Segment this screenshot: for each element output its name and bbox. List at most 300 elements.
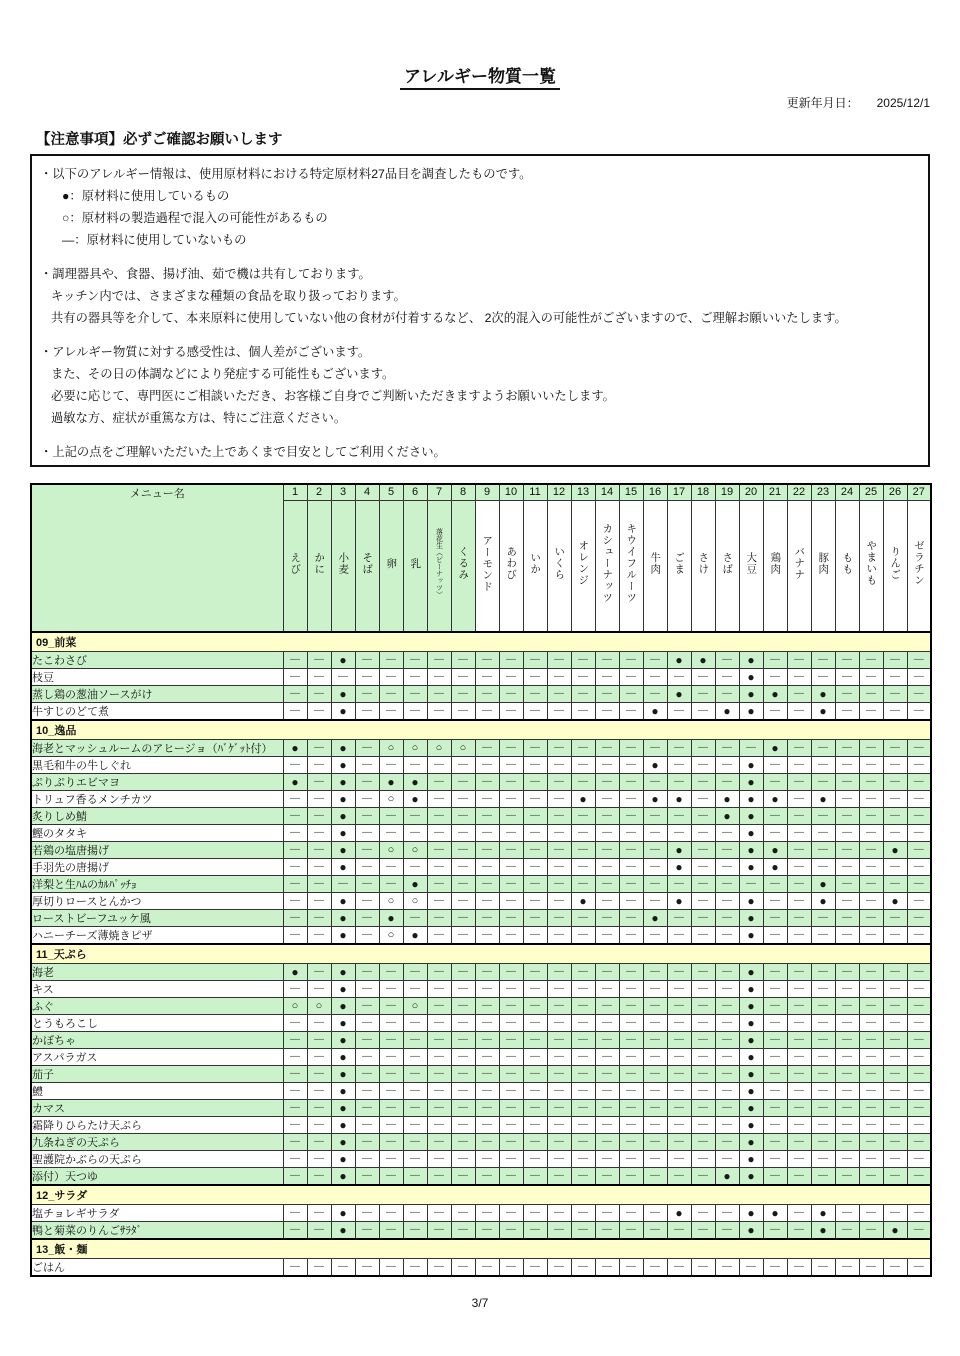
mark-cell: — (787, 686, 811, 703)
menu-item-cell: 枝豆 (31, 669, 283, 686)
mark-cell: — (643, 808, 667, 825)
mark-cell: — (571, 1083, 595, 1100)
mark-cell: — (619, 1151, 643, 1168)
mark-cell: — (451, 1117, 475, 1134)
mark-cell: — (883, 1100, 907, 1117)
mark-cell: — (547, 893, 571, 910)
mark-cell: — (811, 1168, 835, 1186)
mark-cell: — (571, 1205, 595, 1222)
mark-cell: ● (331, 910, 355, 927)
mark-cell: ● (739, 1032, 763, 1049)
mark-cell: — (307, 1134, 331, 1151)
mark-cell: — (715, 876, 739, 893)
mark-cell: — (355, 825, 379, 842)
section-header-row (31, 944, 931, 964)
mark-cell: ● (403, 876, 427, 893)
mark-cell: — (595, 808, 619, 825)
menu-row (31, 876, 931, 893)
mark-cell: — (595, 791, 619, 808)
mark-cell: — (739, 1259, 763, 1277)
mark-cell: — (835, 1015, 859, 1032)
mark-cell: ● (763, 1205, 787, 1222)
mark-cell: — (667, 669, 691, 686)
mark-cell: — (811, 1049, 835, 1066)
mark-cell: ○ (307, 998, 331, 1015)
mark-cell: — (811, 1151, 835, 1168)
mark-cell: — (523, 1222, 547, 1240)
mark-cell: — (643, 740, 667, 757)
menu-item-cell: ぷりぷりエビマヨ (31, 774, 283, 791)
mark-cell: — (571, 1259, 595, 1277)
mark-cell: — (379, 1049, 403, 1066)
mark-cell: — (883, 1066, 907, 1083)
mark-cell: ● (331, 859, 355, 876)
mark-cell: — (451, 893, 475, 910)
mark-cell: — (715, 686, 739, 703)
mark-cell: — (283, 1168, 307, 1186)
menu-row (31, 1134, 931, 1151)
mark-cell: — (427, 1100, 451, 1117)
mark-cell: — (643, 842, 667, 859)
mark-cell: — (283, 1117, 307, 1134)
mark-cell: — (907, 1117, 931, 1134)
menu-item-cell: 牛すじのどて煮 (31, 703, 283, 721)
mark-cell: — (307, 1205, 331, 1222)
mark-cell: — (355, 998, 379, 1015)
mark-cell: — (499, 740, 523, 757)
mark-cell: — (499, 893, 523, 910)
mark-cell: — (715, 1151, 739, 1168)
mark-cell: — (499, 1205, 523, 1222)
mark-cell: — (763, 1222, 787, 1240)
mark-cell: ● (331, 1015, 355, 1032)
mark-cell: — (835, 1066, 859, 1083)
mark-cell: — (523, 1151, 547, 1168)
mark-cell: — (859, 652, 883, 669)
mark-cell: ● (739, 825, 763, 842)
column-number-cell: 15 (619, 484, 643, 500)
menu-row (31, 652, 931, 669)
mark-cell: — (571, 686, 595, 703)
mark-cell: — (835, 808, 859, 825)
mark-cell: — (835, 825, 859, 842)
mark-cell: — (355, 703, 379, 721)
mark-cell: — (283, 1032, 307, 1049)
mark-cell: — (787, 1066, 811, 1083)
menu-row (31, 1259, 931, 1277)
mark-cell: — (379, 1259, 403, 1277)
mark-cell: — (907, 703, 931, 721)
menu-row (31, 1222, 931, 1240)
mark-cell: — (619, 757, 643, 774)
mark-cell: — (691, 703, 715, 721)
mark-cell: — (499, 1222, 523, 1240)
mark-cell: — (571, 1015, 595, 1032)
mark-cell: — (547, 859, 571, 876)
mark-cell: — (475, 1083, 499, 1100)
mark-cell: — (307, 1049, 331, 1066)
mark-cell: ● (331, 927, 355, 945)
mark-cell: — (499, 808, 523, 825)
updated-date-value: 2025/12/1 (876, 96, 930, 110)
menu-row (31, 842, 931, 859)
allergen-name-label: カシューナッツ (601, 523, 614, 604)
mark-cell: — (811, 669, 835, 686)
allergen-table (30, 483, 932, 1277)
mark-cell: — (811, 964, 835, 981)
mark-cell: — (787, 703, 811, 721)
updated-date (787, 94, 930, 111)
mark-cell: — (427, 808, 451, 825)
mark-cell: — (595, 893, 619, 910)
mark-cell: — (547, 686, 571, 703)
mark-cell: — (691, 1117, 715, 1134)
mark-cell: ● (643, 703, 667, 721)
mark-cell: — (595, 825, 619, 842)
mark-cell: — (811, 1100, 835, 1117)
mark-cell: — (499, 1117, 523, 1134)
mark-cell: — (355, 1168, 379, 1186)
mark-cell: — (667, 1117, 691, 1134)
mark-cell: ● (331, 791, 355, 808)
mark-cell: — (619, 1032, 643, 1049)
mark-cell: — (883, 1032, 907, 1049)
section-header-cell: 10_逸品 (31, 720, 931, 740)
mark-cell: — (715, 1134, 739, 1151)
allergen-name-cell (379, 500, 403, 632)
mark-cell: — (307, 1032, 331, 1049)
mark-cell: — (667, 825, 691, 842)
mark-cell: ● (739, 1205, 763, 1222)
mark-cell: — (499, 791, 523, 808)
mark-cell: — (355, 686, 379, 703)
mark-cell: — (835, 1083, 859, 1100)
mark-cell: — (475, 1066, 499, 1083)
mark-cell: — (811, 774, 835, 791)
mark-cell: ● (283, 740, 307, 757)
mark-cell: — (691, 1259, 715, 1277)
allergen-name-label: ゼラチン (913, 540, 925, 587)
mark-cell: — (379, 1168, 403, 1186)
mark-cell: — (907, 791, 931, 808)
mark-cell: — (571, 825, 595, 842)
mark-cell: — (907, 893, 931, 910)
mark-cell: — (859, 1134, 883, 1151)
allergen-name-cell (643, 500, 667, 632)
mark-cell: ● (739, 981, 763, 998)
mark-cell: — (283, 1100, 307, 1117)
mark-cell: — (523, 1015, 547, 1032)
mark-cell: — (307, 791, 331, 808)
mark-cell: — (547, 1134, 571, 1151)
mark-cell: ● (331, 1049, 355, 1066)
notice-line: 共有の器具等を介して、本来原料に使用していない他の食材が付着するなど、 2次的混入の可能性がございますので、ご理解お願いいたします。 (51, 311, 847, 325)
mark-cell: — (283, 791, 307, 808)
mark-cell: — (787, 1117, 811, 1134)
menu-row (31, 1015, 931, 1032)
mark-cell: — (907, 1066, 931, 1083)
mark-cell: — (355, 740, 379, 757)
mark-cell: — (475, 740, 499, 757)
allergen-name-cell (331, 500, 355, 632)
mark-cell: — (427, 669, 451, 686)
mark-cell: ● (739, 1151, 763, 1168)
mark-cell: — (787, 964, 811, 981)
legend-used-line: ●：原材料に使用しているもの (62, 189, 230, 203)
mark-cell: — (499, 1168, 523, 1186)
column-number-cell: 2 (307, 484, 331, 500)
mark-cell: — (571, 669, 595, 686)
mark-cell: — (619, 998, 643, 1015)
mark-cell: — (307, 686, 331, 703)
mark-cell: — (571, 1222, 595, 1240)
mark-cell: — (715, 1259, 739, 1277)
mark-cell: — (451, 964, 475, 981)
allergen-name-label: やまいも (865, 540, 878, 587)
mark-cell: — (907, 859, 931, 876)
mark-cell: — (523, 740, 547, 757)
mark-cell: — (523, 842, 547, 859)
mark-cell: — (499, 1151, 523, 1168)
mark-cell: — (619, 1100, 643, 1117)
mark-cell: — (619, 1222, 643, 1240)
mark-cell: — (811, 1259, 835, 1277)
mark-cell: — (859, 981, 883, 998)
mark-cell: — (715, 825, 739, 842)
legend-not-used-line: ―：原材料に使用していないもの (62, 233, 247, 247)
menu-row (31, 1066, 931, 1083)
mark-cell: — (667, 1151, 691, 1168)
mark-cell: — (523, 981, 547, 998)
mark-cell: — (715, 1205, 739, 1222)
allergen-name-cell (403, 500, 427, 632)
mark-cell: — (475, 703, 499, 721)
mark-cell: — (451, 927, 475, 945)
mark-cell: — (883, 686, 907, 703)
mark-cell: — (451, 1066, 475, 1083)
allergen-name-cell (595, 500, 619, 632)
menu-item-cell: かぼちゃ (31, 1032, 283, 1049)
mark-cell: — (571, 927, 595, 945)
mark-cell: — (523, 876, 547, 893)
mark-cell: — (451, 1049, 475, 1066)
mark-cell: — (667, 740, 691, 757)
mark-cell: — (811, 1015, 835, 1032)
mark-cell: — (859, 927, 883, 945)
mark-cell: — (859, 703, 883, 721)
mark-cell: — (859, 1259, 883, 1277)
mark-cell: — (427, 1222, 451, 1240)
mark-cell: — (619, 981, 643, 998)
mark-cell: — (763, 964, 787, 981)
mark-cell: — (763, 910, 787, 927)
mark-cell: — (355, 1032, 379, 1049)
mark-cell: — (835, 740, 859, 757)
mark-cell: — (619, 1083, 643, 1100)
mark-cell: — (523, 686, 547, 703)
menu-row (31, 1032, 931, 1049)
mark-cell: — (355, 652, 379, 669)
mark-cell: — (859, 998, 883, 1015)
mark-cell: — (427, 1083, 451, 1100)
mark-cell: — (355, 1083, 379, 1100)
mark-cell: — (787, 1083, 811, 1100)
menu-item-cell: 厚切りロースとんかつ (31, 893, 283, 910)
mark-cell: — (307, 774, 331, 791)
mark-cell: — (451, 808, 475, 825)
mark-cell: — (811, 981, 835, 998)
mark-cell: — (547, 981, 571, 998)
menu-row (31, 964, 931, 981)
mark-cell: — (499, 825, 523, 842)
mark-cell: — (667, 876, 691, 893)
mark-cell: ● (763, 842, 787, 859)
mark-cell: — (859, 910, 883, 927)
table-body (31, 632, 931, 1276)
mark-cell: — (595, 740, 619, 757)
mark-cell: — (283, 1066, 307, 1083)
mark-cell: — (427, 1032, 451, 1049)
mark-cell: — (763, 1083, 787, 1100)
mark-cell: — (283, 910, 307, 927)
mark-cell: — (763, 1259, 787, 1277)
mark-cell: ● (331, 998, 355, 1015)
mark-cell: — (907, 1100, 931, 1117)
mark-cell: — (547, 1066, 571, 1083)
mark-cell: — (859, 1222, 883, 1240)
mark-cell: — (475, 686, 499, 703)
mark-cell: — (835, 1100, 859, 1117)
mark-cell: — (307, 1151, 331, 1168)
mark-cell: — (379, 1083, 403, 1100)
mark-cell: — (379, 1066, 403, 1083)
mark-cell: — (787, 1134, 811, 1151)
mark-cell: ● (739, 1168, 763, 1186)
mark-cell: — (811, 859, 835, 876)
mark-cell: — (595, 774, 619, 791)
allergen-name-label: アーモンド (481, 534, 494, 592)
menu-item-cell: 蒸し鶏の葱油ソースがけ (31, 686, 283, 703)
mark-cell: — (571, 1066, 595, 1083)
mark-cell: — (595, 1083, 619, 1100)
mark-cell: — (331, 876, 355, 893)
mark-cell: — (667, 774, 691, 791)
mark-cell: — (307, 1222, 331, 1240)
mark-cell: — (787, 1100, 811, 1117)
mark-cell: — (859, 1066, 883, 1083)
mark-cell: — (595, 1259, 619, 1277)
column-number-cell: 19 (715, 484, 739, 500)
mark-cell: — (451, 1205, 475, 1222)
mark-cell: — (499, 998, 523, 1015)
mark-cell: — (811, 1134, 835, 1151)
mark-cell: — (523, 1134, 547, 1151)
mark-cell: — (787, 1259, 811, 1277)
mark-cell: — (403, 757, 427, 774)
mark-cell: — (499, 1049, 523, 1066)
mark-cell: — (763, 893, 787, 910)
mark-cell: — (499, 686, 523, 703)
mark-cell: ● (331, 825, 355, 842)
mark-cell: — (811, 1083, 835, 1100)
mark-cell: — (787, 1151, 811, 1168)
allergen-name-cell (787, 500, 811, 632)
mark-cell: — (355, 910, 379, 927)
mark-cell: — (907, 686, 931, 703)
mark-cell: ● (739, 669, 763, 686)
mark-cell: — (859, 893, 883, 910)
mark-cell: — (475, 1015, 499, 1032)
mark-cell: — (691, 1032, 715, 1049)
mark-cell: — (595, 981, 619, 998)
menu-item-cell: ふぐ (31, 998, 283, 1015)
mark-cell: — (499, 1100, 523, 1117)
mark-cell: — (451, 1032, 475, 1049)
mark-cell: — (883, 1015, 907, 1032)
mark-cell: — (715, 1066, 739, 1083)
mark-cell: — (619, 774, 643, 791)
mark-cell: — (283, 1222, 307, 1240)
mark-cell: — (379, 669, 403, 686)
mark-cell: — (667, 1134, 691, 1151)
menu-row (31, 669, 931, 686)
mark-cell: — (379, 1205, 403, 1222)
mark-cell: — (811, 808, 835, 825)
mark-cell: — (403, 1134, 427, 1151)
mark-cell: — (571, 1032, 595, 1049)
menu-row (31, 808, 931, 825)
mark-cell: — (403, 1151, 427, 1168)
mark-cell: — (451, 669, 475, 686)
mark-cell: ● (811, 791, 835, 808)
mark-cell: — (643, 981, 667, 998)
mark-cell: — (595, 757, 619, 774)
mark-cell: — (427, 1117, 451, 1134)
allergen-name-cell (283, 500, 307, 632)
mark-cell: — (427, 1015, 451, 1032)
mark-cell: ● (739, 998, 763, 1015)
mark-cell: ○ (403, 842, 427, 859)
mark-cell: — (643, 998, 667, 1015)
mark-cell: — (859, 740, 883, 757)
mark-cell: — (691, 859, 715, 876)
mark-cell: — (763, 1066, 787, 1083)
mark-cell: ● (739, 964, 763, 981)
mark-cell: — (643, 1049, 667, 1066)
mark-cell: — (379, 876, 403, 893)
menu-row (31, 757, 931, 774)
mark-cell: — (763, 1049, 787, 1066)
mark-cell: — (787, 774, 811, 791)
allergen-name-label: 卵 (385, 558, 398, 570)
mark-cell: — (547, 1100, 571, 1117)
mark-cell: ● (667, 842, 691, 859)
mark-cell: — (355, 1134, 379, 1151)
mark-cell: — (619, 1117, 643, 1134)
menu-row (31, 1151, 931, 1168)
mark-cell: — (451, 774, 475, 791)
mark-cell: — (643, 964, 667, 981)
notice-line: キッチン内では、さまざまな種類の食品を取り扱っております。 (51, 289, 406, 303)
mark-cell: — (835, 1151, 859, 1168)
mark-cell: — (883, 1205, 907, 1222)
mark-cell: — (379, 1032, 403, 1049)
mark-cell: — (619, 842, 643, 859)
mark-cell: — (307, 859, 331, 876)
mark-cell: — (859, 1151, 883, 1168)
mark-cell: — (451, 1083, 475, 1100)
mark-cell: — (835, 981, 859, 998)
